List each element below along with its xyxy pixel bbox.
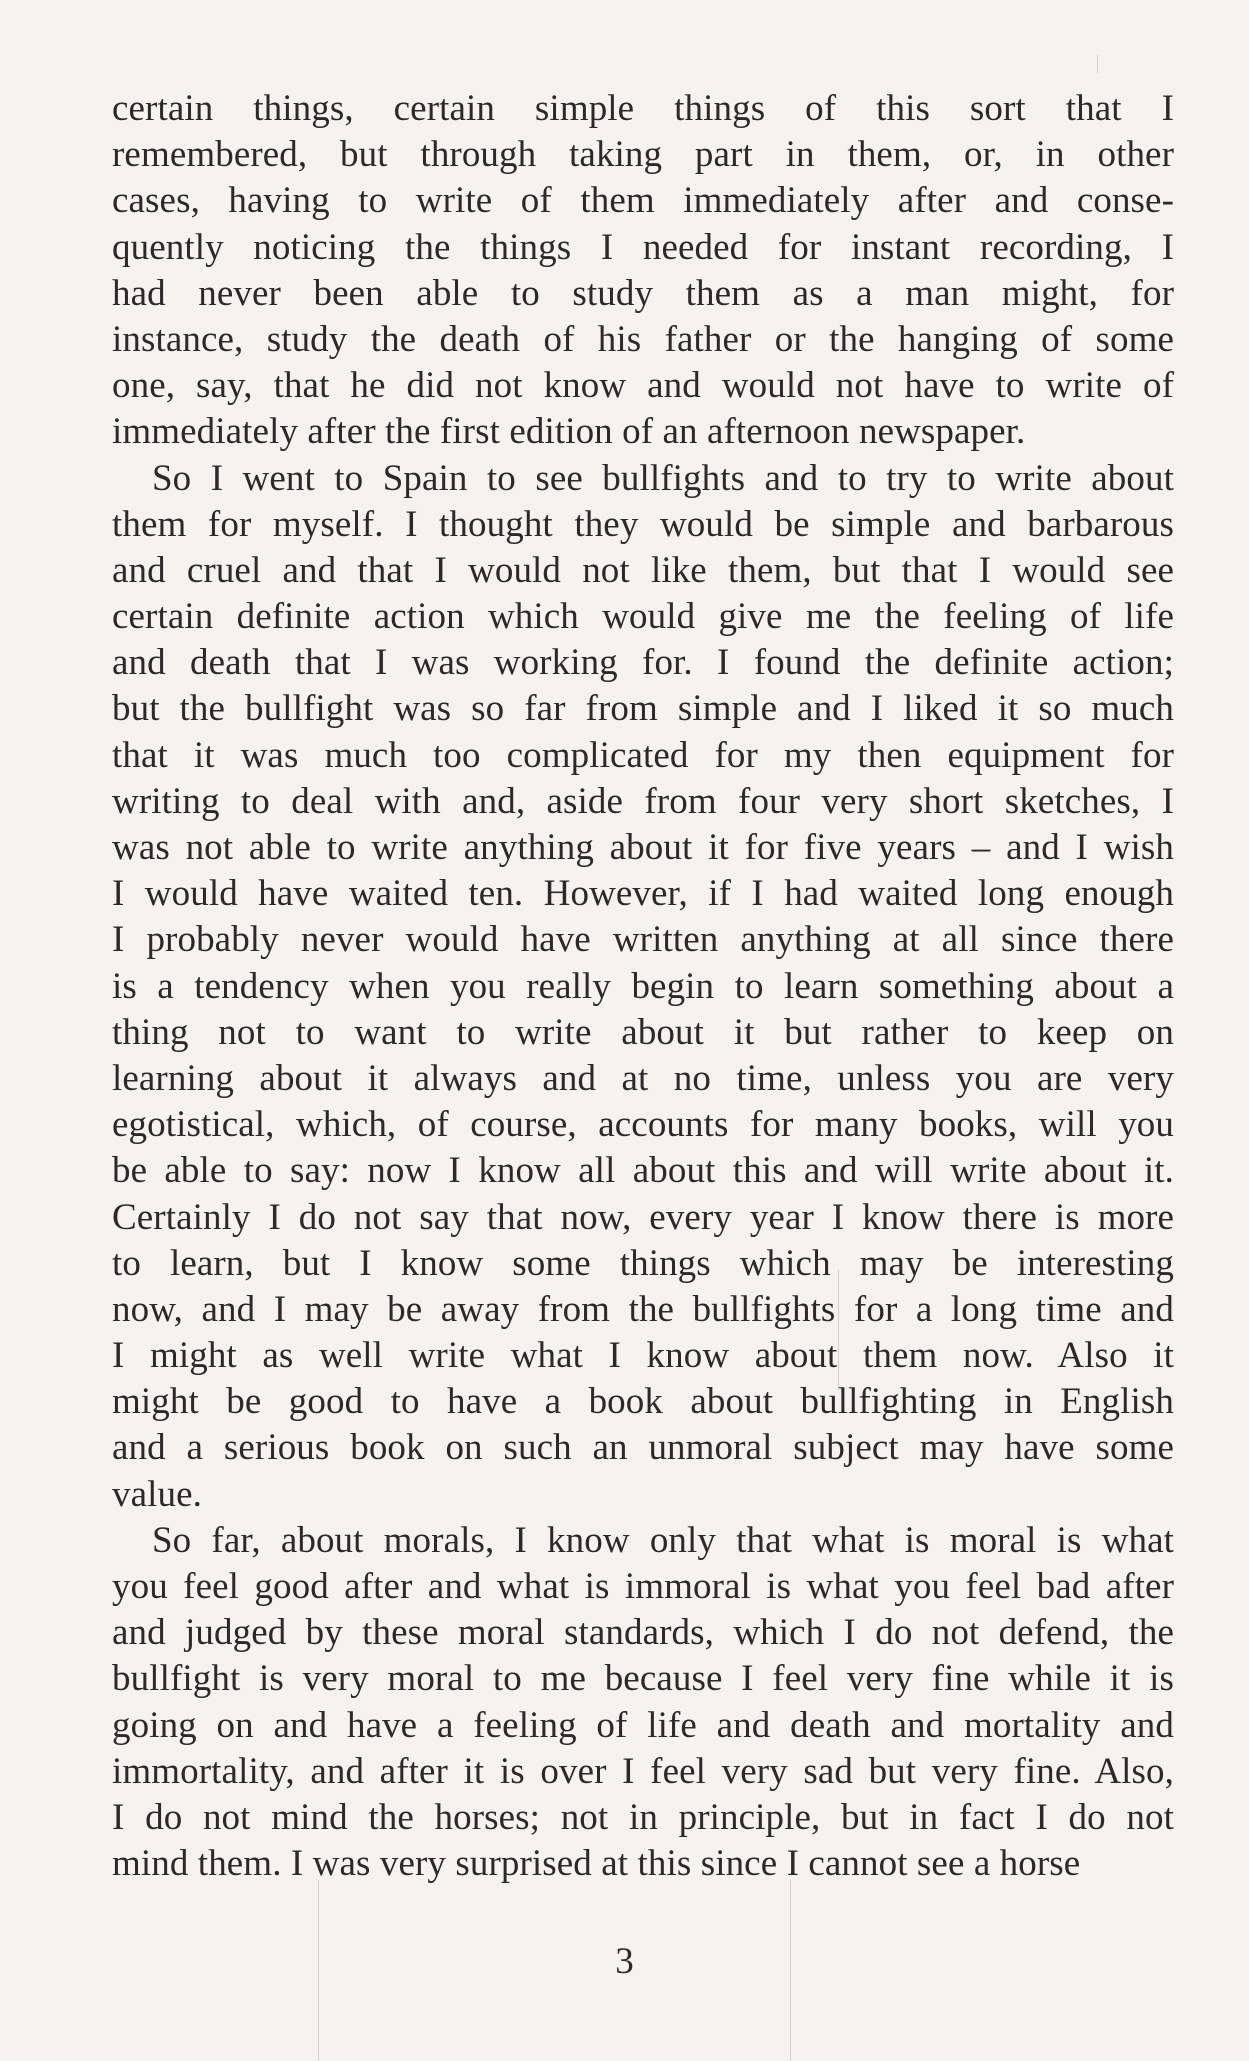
text-line: So far, about morals, I know only that what is moral is what	[152, 1519, 1174, 1561]
text-line: and cruel and that I would not like them, but that I would see	[112, 549, 1174, 591]
page-number: 3	[615, 1941, 634, 1982]
text-line: I do not mind the horses; not in principle, but in fact I do not	[112, 1796, 1174, 1838]
text-line: writing to deal with and, aside from four very short sketches, I	[112, 780, 1174, 822]
scan-artifact	[318, 1880, 319, 2060]
text-line: quently noticing the things I needed for instant recording, I	[112, 226, 1174, 268]
text-line: had never been able to study them as a man might, for	[112, 272, 1174, 314]
text-line: remembered, but through taking part in them, or, in other	[112, 134, 1174, 176]
text-line: and judged by these moral standards, which I do not defend, the	[112, 1612, 1174, 1654]
text-line: learning about it always and at no time, unless you are very	[112, 1057, 1174, 1099]
text-line: bullfight is very moral to me because I feel very fine while it is	[112, 1658, 1174, 1700]
text-line: might be good to have a book about bullfighting in English	[112, 1381, 1174, 1423]
text-column	[112, 86, 1174, 1887]
text-line: So I went to Spain to see bullfights and to try to write about	[152, 457, 1174, 499]
text-line: egotistical, which, of course, accounts for many books, will you	[112, 1104, 1174, 1146]
text-line: is a tendency when you really begin to learn something about a	[112, 965, 1174, 1007]
scan-artifact	[790, 1880, 791, 2060]
text-line: immediately after the first edition of an afternoon newspaper.	[112, 411, 1026, 453]
text-line: value.	[112, 1473, 202, 1515]
text-line: mind them. I was very surprised at this since I cannot see a horse	[112, 1843, 1081, 1885]
text-line: going on and have a feeling of life and death and mortality and	[112, 1704, 1174, 1746]
text-line: I probably never would have written anything at all since there	[112, 919, 1174, 961]
text-line: and a serious book on such an unmoral subject may have some	[112, 1427, 1174, 1469]
text-line: and death that I was working for. I found the definite action;	[112, 642, 1174, 684]
text-line: but the bullfight was so far from simple and I liked it so much	[112, 688, 1174, 730]
scan-artifact	[838, 1270, 839, 1390]
text-line: immortality, and after it is over I feel very sad but very fine. Also,	[112, 1750, 1174, 1792]
text-line: instance, study the death of his father or the hanging of some	[112, 318, 1174, 360]
text-line: them for myself. I thought they would be simple and barbarous	[112, 503, 1174, 545]
text-line: one, say, that he did not know and would not have to write of	[112, 365, 1174, 407]
text-line: thing not to want to write about it but rather to keep on	[112, 1011, 1174, 1053]
text-line: was not able to write anything about it for five years – and I wish	[112, 827, 1174, 868]
text-line: I might as well write what I know about them now. Also it	[112, 1335, 1174, 1377]
text-line: cases, having to write of them immediately after and conse-	[112, 180, 1174, 222]
text-line: certain things, certain simple things of this sort that I	[112, 88, 1174, 129]
text-line: now, and I may be away from the bullfights for a long time and	[112, 1288, 1174, 1330]
text-line: to learn, but I know some things which may be interesting	[112, 1242, 1174, 1284]
scan-artifact	[1097, 55, 1098, 73]
text-line: certain definite action which would give me the feeling of life	[112, 596, 1174, 638]
text-line: I would have waited ten. However, if I had waited long enough	[112, 873, 1174, 915]
text-line: be able to say: now I know all about this and will write about it.	[112, 1150, 1174, 1192]
text-line: you feel good after and what is immoral is what you feel bad after	[112, 1566, 1174, 1607]
text-line: that it was much too complicated for my then equipment for	[112, 734, 1174, 776]
text-line: Certainly I do not say that now, every year I know there is more	[112, 1196, 1174, 1238]
